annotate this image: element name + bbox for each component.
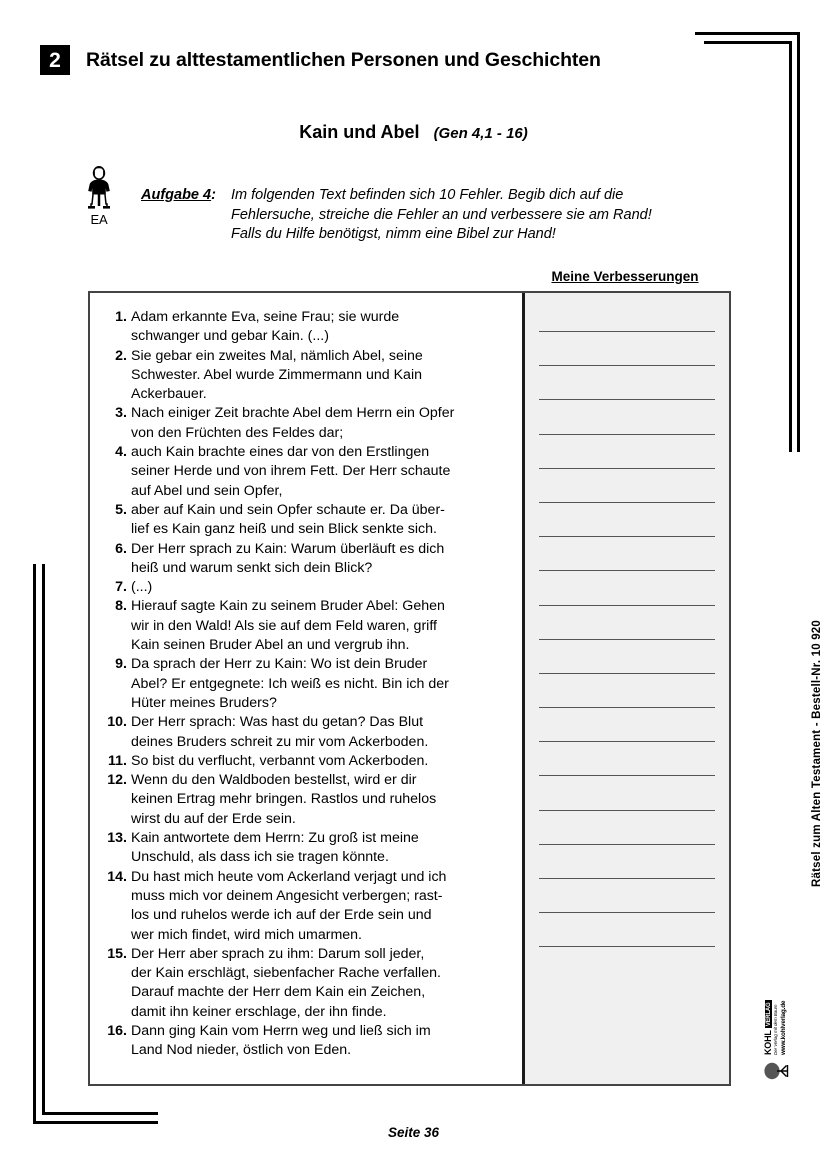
correction-answer-line[interactable]	[539, 639, 715, 640]
verse-text-line: Der Herr sprach: Was hast du getan? Das Blut	[131, 714, 424, 731]
verse-item	[102, 404, 514, 443]
verse-text-line: auch Kain brachte eines dar von den Erstlingen	[131, 444, 430, 461]
verse-text-line: Sie gebar ein zweites Mal, nämlich Abel, seine	[131, 347, 423, 364]
verse-text	[131, 540, 514, 579]
verse-text	[131, 578, 514, 597]
correction-answer-line[interactable]	[539, 878, 715, 879]
verse-text	[131, 945, 514, 1022]
verse-item	[102, 945, 514, 1022]
verse-number: 1.	[115, 309, 127, 325]
verse-text	[131, 1022, 514, 1061]
verse-text-column	[90, 293, 522, 1084]
publisher-logo	[742, 1000, 810, 1096]
verse-number: 15.	[107, 945, 127, 962]
verse-text	[131, 443, 514, 501]
verse-text-line: heiß und warum senkt sich dein Blick?	[131, 559, 373, 576]
verse-text-line: Kain seinen Bruder Abel an und vergrub ihn.	[131, 637, 410, 654]
verse-item	[102, 713, 514, 752]
verse-item	[102, 771, 514, 829]
story-bible-reference: (Gen 4,1 - 16)	[433, 125, 528, 142]
correction-answer-line[interactable]	[539, 468, 715, 469]
verse-text-line: aber auf Kain und sein Opfer schaute er. Da über-	[131, 501, 445, 518]
verse-text-line: von den Früchten des Feldes dar;	[131, 424, 344, 441]
verse-item	[102, 829, 514, 868]
page-title: Rätsel zu alttestamentlichen Personen und Geschichten	[86, 48, 601, 71]
page-header	[40, 45, 601, 75]
correction-answer-line[interactable]	[539, 570, 715, 571]
assignment-line: Fehlersuche, streiche die Fehler an und verbessere sie am Rand!	[231, 206, 652, 223]
verse-text	[131, 771, 514, 829]
verse-text	[131, 829, 514, 868]
verse-text	[131, 501, 514, 540]
verse-text-line: wer mich findet, wird mich umarmen.	[131, 926, 363, 943]
verse-text-line: Du hast mich heute vom Ackerland verjagt und ich	[131, 868, 447, 885]
verse-item	[102, 752, 514, 771]
verse-text	[131, 308, 514, 347]
correction-answer-line[interactable]	[539, 673, 715, 674]
verse-item	[102, 443, 514, 501]
tree-icon	[763, 1058, 789, 1080]
correction-answer-line[interactable]	[539, 331, 715, 332]
correction-answer-line[interactable]	[539, 844, 715, 845]
assignment-figure	[79, 166, 119, 226]
verse-number: 10.	[107, 714, 127, 731]
verse-number: 12.	[107, 772, 127, 789]
assignment-label-text: Aufgabe 4	[141, 187, 212, 203]
verse-text-line: Hüter meines Bruders?	[131, 694, 277, 711]
person-figure-icon	[84, 166, 114, 212]
verse-text	[131, 868, 514, 945]
correction-answer-line[interactable]	[539, 502, 715, 503]
verse-number: 11.	[108, 752, 127, 769]
story-title-row	[0, 122, 827, 143]
assignment-line: Im folgenden Text befinden sich 10 Fehler. Begib dich auf die	[231, 187, 624, 203]
verse-item	[102, 540, 514, 579]
verse-text-line: Hierauf sagte Kain zu seinem Bruder Abel: Gehen	[131, 598, 445, 615]
verse-text-line: (...)	[131, 579, 153, 596]
assignment-line: Falls du Hilfe benötigst, nimm eine Bibel zur Hand!	[231, 226, 556, 242]
verse-text	[131, 347, 514, 405]
verse-text	[131, 713, 514, 752]
verse-text-line: Der Herr sprach zu Kain: Warum überläuft es dich	[131, 540, 445, 557]
verse-number: 3.	[115, 405, 127, 422]
correction-answer-line[interactable]	[539, 434, 715, 435]
verse-text-line: Unschuld, als dass ich sie tragen könnte.	[131, 849, 389, 866]
corrections-answer-column[interactable]	[522, 293, 729, 1084]
verse-text	[131, 655, 514, 713]
verse-text-line: schwanger und gebar Kain. (...)	[131, 328, 329, 345]
corrections-column-header: Meine Verbesserungen	[551, 269, 699, 284]
correction-answer-line[interactable]	[539, 741, 715, 742]
verse-text-line: Kain antwortete dem Herrn: Zu groß ist meine	[131, 830, 419, 847]
verse-text-line: wirst du auf der Erde sein.	[131, 810, 296, 827]
correction-answer-line[interactable]	[539, 365, 715, 366]
verse-number: 5.	[115, 501, 127, 518]
assignment-label-suffix: :	[211, 187, 216, 203]
worksheet-box	[88, 291, 731, 1086]
verse-number: 8.	[115, 598, 127, 615]
verse-item	[102, 578, 514, 597]
verse-text-line: Nach einiger Zeit brachte Abel dem Herrn ein Opfer	[131, 405, 455, 422]
verse-number: 4.	[115, 444, 127, 461]
page-footer: Seite 36	[387, 1125, 440, 1140]
verse-text	[131, 597, 514, 655]
verse-number: 2.	[115, 347, 127, 364]
verse-text	[131, 752, 514, 771]
assignment-figure-label: EA	[90, 212, 108, 227]
verse-text-line: deines Bruders schreit zu mir vom Ackerboden.	[131, 733, 429, 750]
verse-item	[102, 868, 514, 945]
verse-text-line: Abel? Er entgegnete: Ich weiß es nicht. Bin ich der	[131, 675, 449, 692]
verse-text-line: muss mich vor deinem Angesicht verbergen; rast-	[131, 887, 443, 904]
logo-brand-suffix: VERLAG	[765, 1002, 772, 1027]
verse-text-line: Adam erkannte Eva, seine Frau; sie wurde	[131, 309, 400, 325]
verse-list	[102, 308, 514, 1061]
assignment-label	[141, 187, 216, 203]
logo-brand-name: KOHL	[763, 1030, 774, 1055]
verse-text-line: Darauf machte der Herr dem Kain ein Zeichen,	[131, 984, 426, 1001]
verse-number: 16.	[107, 1022, 127, 1039]
correction-answer-line[interactable]	[539, 399, 715, 400]
verse-text-line: wir in den Wald! Als sie auf dem Feld waren, griff	[131, 617, 437, 634]
verse-text-line: Da sprach der Herr zu Kain: Wo ist dein Bruder	[131, 656, 428, 673]
verse-text-line: lief es Kain ganz heiß und sein Blick senkte sich.	[131, 521, 437, 538]
sidebar-vertical-text: Rätsel zum Alten Testament - Bestell-Nr. 10 920	[811, 620, 823, 887]
verse-number: 13.	[107, 830, 127, 847]
verse-item	[102, 1022, 514, 1061]
chapter-number-badge: 2	[40, 45, 70, 75]
correction-answer-line[interactable]	[539, 707, 715, 708]
verse-item	[102, 597, 514, 655]
verse-number: 14.	[107, 868, 127, 885]
verse-text-line: auf Abel und sein Opfer,	[131, 482, 283, 499]
verse-text-line: Dann ging Kain vom Herrn weg und ließ sich im	[131, 1022, 431, 1039]
correction-answer-line[interactable]	[539, 775, 715, 776]
verse-text-line: Der Herr aber sprach zu ihm: Darum soll jeder,	[131, 945, 425, 962]
verse-item	[102, 655, 514, 713]
verse-text-line: So bist du verflucht, verbannt vom Ackerboden.	[131, 752, 429, 769]
verse-text-line: Wenn du den Waldboden bestellst, wird er dir	[131, 772, 417, 789]
logo-website-url: www.kohlverlag.de	[780, 1000, 788, 1055]
verse-text-line: Ackerbauer.	[131, 386, 207, 403]
verse-text-line: Schwester. Abel wurde Zimmermann und Kain	[131, 366, 422, 383]
assignment-instructions	[231, 186, 691, 245]
verse-text	[131, 404, 514, 443]
verse-text-line: Land Nod nieder, östlich von Eden.	[131, 1042, 352, 1059]
correction-answer-line[interactable]	[539, 912, 715, 913]
verse-item	[102, 501, 514, 540]
correction-answer-line[interactable]	[539, 536, 715, 537]
correction-answer-line[interactable]	[539, 946, 715, 947]
correction-answer-line[interactable]	[539, 810, 715, 811]
verse-text-line: keinen Ertrag mehr bringen. Rastlos und ruhelos	[131, 791, 437, 808]
verse-number: 7.	[115, 579, 127, 596]
verse-text-line: damit ihn keiner erschlage, der ihn finde.	[131, 1003, 387, 1020]
verse-text-line: der Kain erschlägt, siebenfacher Rache verfallen.	[131, 965, 441, 982]
verse-number: 6.	[115, 540, 127, 557]
story-title: Kain und Abel	[299, 122, 420, 142]
verse-item	[102, 308, 514, 347]
verse-item	[102, 347, 514, 405]
logo-tagline: Der Verlag mit dem Baum	[773, 1004, 779, 1055]
verse-number: 9.	[115, 656, 127, 673]
verse-text-line: los und ruhelos werde ich auf der Erde sein und	[131, 907, 432, 924]
verse-text-line: seiner Herde und von ihrem Fett. Der Herr schaute	[131, 463, 451, 480]
correction-answer-line[interactable]	[539, 605, 715, 606]
